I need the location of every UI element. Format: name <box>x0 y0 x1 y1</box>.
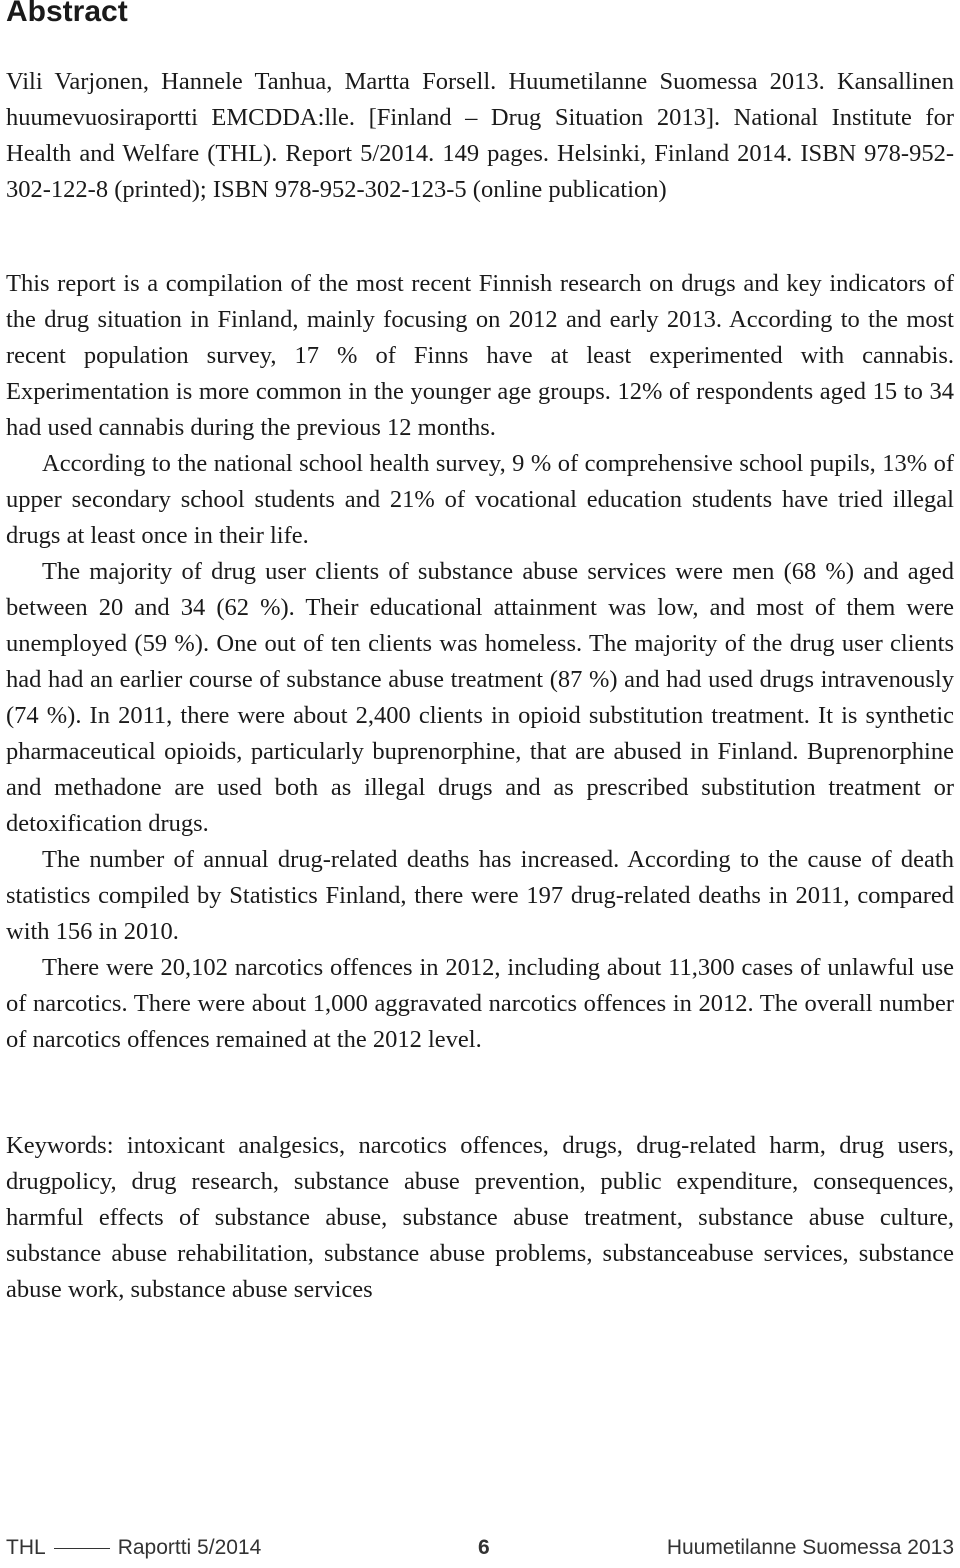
footer-report-title: Huumetilanne Suomessa 2013 <box>666 1536 954 1559</box>
paragraph-offences: There were 20,102 narcotics offences in 2012, including about 11,300 cases of unlawful use of narcotics. There were about 1,000 aggravated narcotics offences in 2012. The overall number of narcotics offences remained at the 2012 level. <box>6 954 954 1053</box>
footer-series-label: Raportti 5/2014 <box>117 1536 262 1559</box>
paragraph-deaths: The number of annual drug-related deaths has increased. According to the cause of death statistics compiled by Statistics Finland, there were 197 drug-related deaths in 2011, compared with 156 in 2010. <box>6 846 954 945</box>
footer-page-number: 6 <box>478 1536 490 1559</box>
paragraph-summary: This report is a compilation of the most recent Finnish research on drugs and key indicators of the drug situation in Finland, mainly focusing on 2012 and early 2013. According to the most recent population survey, 17 % of Finns have at least experimented with cannabis. Experimentation is more common in the younger age groups. 12% of respondents aged 15 to 34 had used cannabis during the previous 12 months. <box>6 270 954 441</box>
page-footer <box>6 1534 954 1562</box>
abstract-body <box>6 266 954 1058</box>
footer-publisher: THL <box>6 1536 46 1559</box>
page-title: Abstract <box>6 0 128 28</box>
footer-dash <box>54 1548 110 1549</box>
citation: Vili Varjonen, Hannele Tanhua, Martta Forsell. Huumetilanne Suomessa 2013. Kansallinen huumevuosiraportti EMCDDA:lle. [Finland – Drug Situation 2013]. National Institute for Health and Welfare (THL). Report 5/2014. 149 pages. Helsinki, Finland 2014. ISBN 978-952-302-122-8 (printed); ISBN 978-952-302-123-5 (online publication) <box>6 68 954 203</box>
keywords: Keywords: intoxicant analgesics, narcotics offences, drugs, drug-related harm, drug users, drugpolicy, drug research, substance abuse prevention, public expenditure, consequences, harmful effects of substance abuse, substance abuse treatment, substance abuse culture, substance abuse rehabilitation, substance abuse problems, substanceabuse services, substance abuse work, substance abuse services <box>6 1132 954 1303</box>
footer-series <box>6 1534 261 1562</box>
paragraph-school-survey: According to the national school health survey, 9 % of comprehensive school pupils, 13% of upper secondary school students and 21% of vocational education students have tried illegal drugs at least once in their life. <box>6 450 954 549</box>
paragraph-clients: The majority of drug user clients of substance abuse services were men (68 %) and aged between 20 and 34 (62 %). Their educational attainment was low, and most of them were unemployed (59 %). One out of ten clients was homeless. The majority of the drug user clients had had an earlier course of substance abuse treatment (87 %) and had used drugs intravenously (74 %). In 2011, there were about 2,400 clients in opioid substitution treatment. It is synthetic pharmaceutical opioids, particularly buprenorphine, that are abused in Finland. Buprenorphine and methadone are used both as illegal drugs and as prescribed substitution treatment or detoxification drugs. <box>6 558 954 837</box>
